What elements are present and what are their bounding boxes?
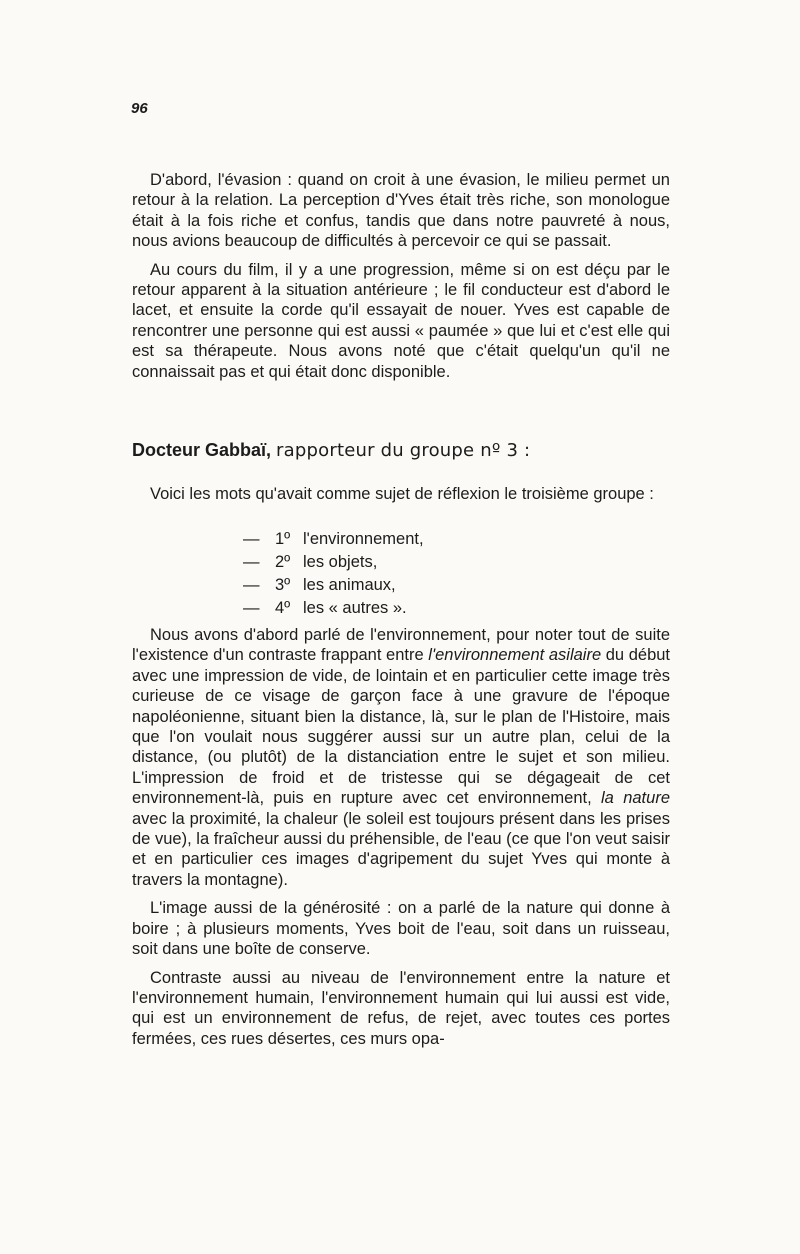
emphasis: l'environnement asilaire xyxy=(428,646,602,665)
paragraph: L'image aussi de la générosité : on a parlé de la nature qui donne à boire ; à plusieurs moments, Yves boit de l'eau, soit dans un ruisseau, soit dans une boîte de conserve. xyxy=(132,899,670,959)
list-dash: — xyxy=(243,553,260,571)
list-item xyxy=(243,597,424,620)
text-block-top xyxy=(132,170,670,390)
list-dash: — xyxy=(243,599,260,617)
list-dash: — xyxy=(243,530,260,548)
list-number: 1º xyxy=(275,530,291,548)
list-item xyxy=(243,574,424,597)
speaker-name: Docteur Gabbaï, xyxy=(132,440,272,460)
intro-paragraph: Voici les mots qu'avait comme sujet de réflexion le troisième groupe : xyxy=(150,485,654,503)
list-text: les « autres ». xyxy=(303,599,407,617)
topic-list xyxy=(243,528,424,620)
text-block-bottom xyxy=(132,625,670,1057)
speaker-role: rapporteur du groupe nº 3 : xyxy=(276,440,531,461)
list-number: 3º xyxy=(275,576,291,594)
list-item xyxy=(243,551,424,574)
emphasis: la nature xyxy=(601,789,670,808)
list-dash: — xyxy=(243,576,260,594)
list-text: l'environnement, xyxy=(303,530,424,548)
speaker-heading xyxy=(132,440,530,461)
list-number: 4º xyxy=(275,599,291,617)
text-run: avec la proximité, la chaleur (le soleil est toujours présent dans les prises de vue), la fraîcheur aussi du préhensible, de l'eau (ce que l'on veut saisir et en particulier ces images d'agripement du sujet Yves qui monte à travers la montagne). xyxy=(132,809,670,889)
paragraph: D'abord, l'évasion : quand on croit à une évasion, le milieu permet un retour à la relation. La perception d'Yves était très riche, son monologue était à la fois riche et confus, tandis que dans notre pauvreté à nous, nous avions beaucoup de difficultés à percevoir ce qui se passait. xyxy=(132,171,670,251)
page-number: 96 xyxy=(131,100,148,117)
list-number: 2º xyxy=(275,553,291,571)
paragraph: Contraste aussi au niveau de l'environnement entre la nature et l'environnement humain, l'environnement humain qui lui aussi est vide, qui est un environnement de refus, de rejet, avec toutes ces portes fermées, ces rues désertes, ces murs opa- xyxy=(132,968,670,1048)
text-run: du début avec une impression de vide, de lointain et en particulier cette image très curieuse de ce visage de garçon face à une gravure de l'époque napoléonienne, situant bien la distance, là, sur le plan de l'Histoire, mais que l'on voulait nous suggérer aussi sur un autre plan, celui de la distance, (ou plutôt) de la distanciation entre le sujet et son milieu. L'impression de froid et de tristesse qui se dégageait de cet environnement-là, puis en rupture avec cet environnement, xyxy=(132,646,671,808)
text-run: Nous avons d'abord parlé de l'environnement, pour noter tout de suite l'existence d'un contraste frappant entre xyxy=(132,626,670,665)
list-text: les objets, xyxy=(303,553,378,571)
list-text: les animaux, xyxy=(303,576,396,594)
paragraph xyxy=(132,625,670,890)
intro-block xyxy=(132,484,670,512)
paragraph: Au cours du film, il y a une progression, même si on est déçu par le retour apparent à la situation antérieure ; le fil conducteur est d'abord le lacet, et ensuite la corde qu'il essayait de nouer. Yves est capable de rencontrer une personne qui est aussi « paumée » que lui et c'est elle qui est sa thérapeute. Nous avons noté que c'était quelqu'un qu'il ne connaissait pas et qui était donc disponible. xyxy=(132,260,670,381)
list-item xyxy=(243,528,424,551)
